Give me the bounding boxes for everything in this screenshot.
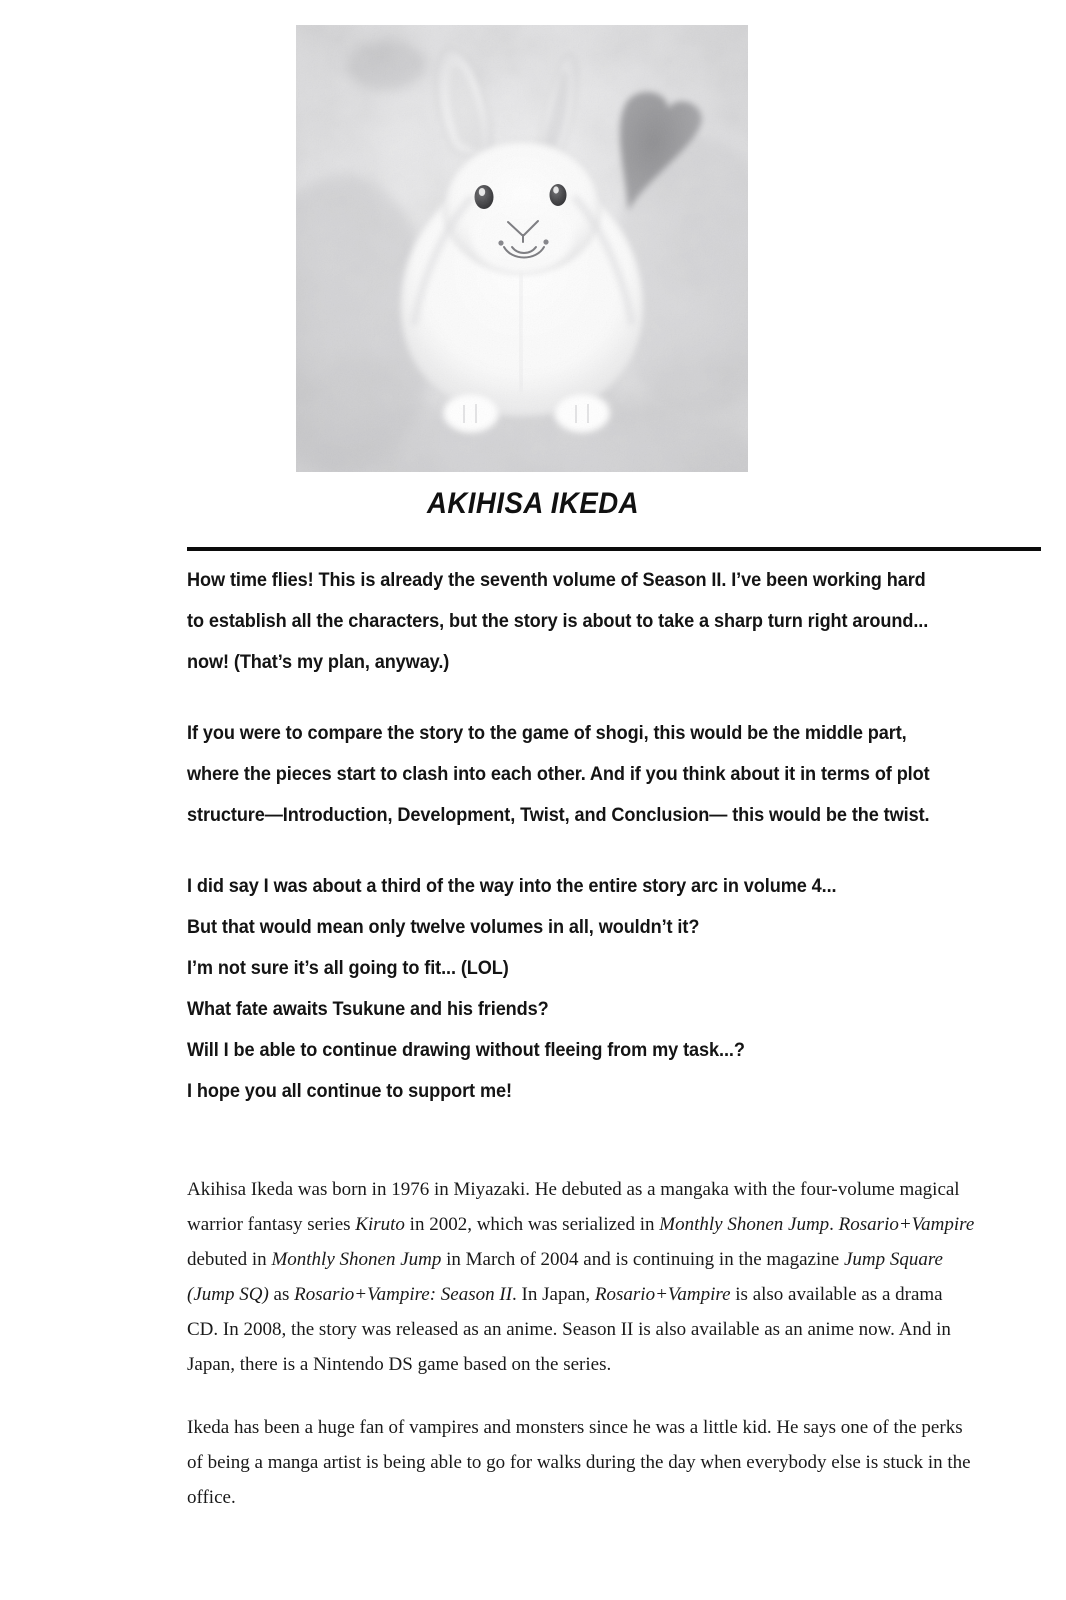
message-paragraph-1 bbox=[187, 560, 1027, 683]
message-line: where the pieces start to clash into each other. And if you think about it in terms of plot bbox=[187, 763, 930, 785]
message-line: to establish all the characters, but the story is about to take a sharp turn right around... bbox=[187, 610, 929, 632]
biography-paragraph-2: Ikeda has been a huge fan of vampires and monsters since he was a little kid. He says one of the perks of being a manga artist is being able to go for walks during the day when everybody else is stuck in the office. bbox=[187, 1417, 971, 1508]
bio-title-monthly-shonen-jump: Monthly Shonen Jump bbox=[659, 1214, 830, 1235]
bio-text: is also available as a drama CD. In 2008, the story was released as an anime. Season II is also available as an anime now. And in Japan, there is a Nintendo DS game based on the series. bbox=[187, 1284, 951, 1375]
bio-text: in 2002, which was serialized in bbox=[404, 1214, 660, 1235]
bio-title-rosario-vampire-season-ii: Rosario+Vampire: Season II bbox=[294, 1284, 513, 1305]
bio-title-kiruto: Kiruto bbox=[355, 1214, 405, 1235]
message-paragraph-3 bbox=[187, 866, 1027, 1112]
message-line: But that would mean only twelve volumes in all, wouldn’t it? bbox=[187, 916, 700, 938]
rabbit-with-heart-illustration bbox=[296, 25, 748, 472]
biography-paragraph-1 bbox=[187, 1172, 977, 1382]
bio-title-rosario-vampire: Rosario+Vampire bbox=[838, 1214, 975, 1235]
bio-title-monthly-shonen-jump: Monthly Shonen Jump bbox=[271, 1249, 442, 1270]
message-line: now! (That’s my plan, anyway.) bbox=[187, 651, 450, 673]
author-message-block bbox=[187, 560, 1027, 1112]
bio-text: . bbox=[829, 1214, 839, 1235]
bio-text: in March of 2004 and is continuing in the magazine bbox=[441, 1249, 844, 1270]
bio-title-rosario-vampire: Rosario+Vampire bbox=[594, 1284, 731, 1305]
message-line: I hope you all continue to support me! bbox=[187, 1080, 512, 1102]
message-line: structure—Introduction, Development, Twist, and Conclusion— this would be the twist. bbox=[187, 804, 930, 826]
message-line: How time flies! This is already the seventh volume of Season II. I’ve been working hard bbox=[187, 569, 926, 591]
message-line: I’m not sure it’s all going to fit... (LOL) bbox=[187, 957, 509, 979]
bio-text: debuted in bbox=[187, 1249, 272, 1270]
bio-text: as bbox=[268, 1284, 295, 1305]
message-line: Will I be able to continue drawing without fleeing from my task...? bbox=[187, 1039, 745, 1061]
author-biography-block bbox=[187, 1172, 977, 1515]
author-name: AKIHISA IKEDA bbox=[427, 487, 639, 520]
bio-text: Akihisa Ikeda was born in 1976 in Miyazaki. He debuted as a mangaka with the four-volume magical warrior fantasy series bbox=[187, 1179, 960, 1235]
message-line: If you were to compare the story to the game of shogi, this would be the middle part, bbox=[187, 722, 907, 744]
section-divider bbox=[187, 547, 1041, 551]
bio-text: . In Japan, bbox=[512, 1284, 595, 1305]
message-line: What fate awaits Tsukune and his friends? bbox=[187, 998, 549, 1020]
message-paragraph-2 bbox=[187, 713, 1027, 836]
message-line: I did say I was about a third of the way into the entire story arc in volume 4... bbox=[187, 875, 837, 897]
bio-title-jump-square: Jump Square (Jump SQ) bbox=[187, 1249, 943, 1305]
